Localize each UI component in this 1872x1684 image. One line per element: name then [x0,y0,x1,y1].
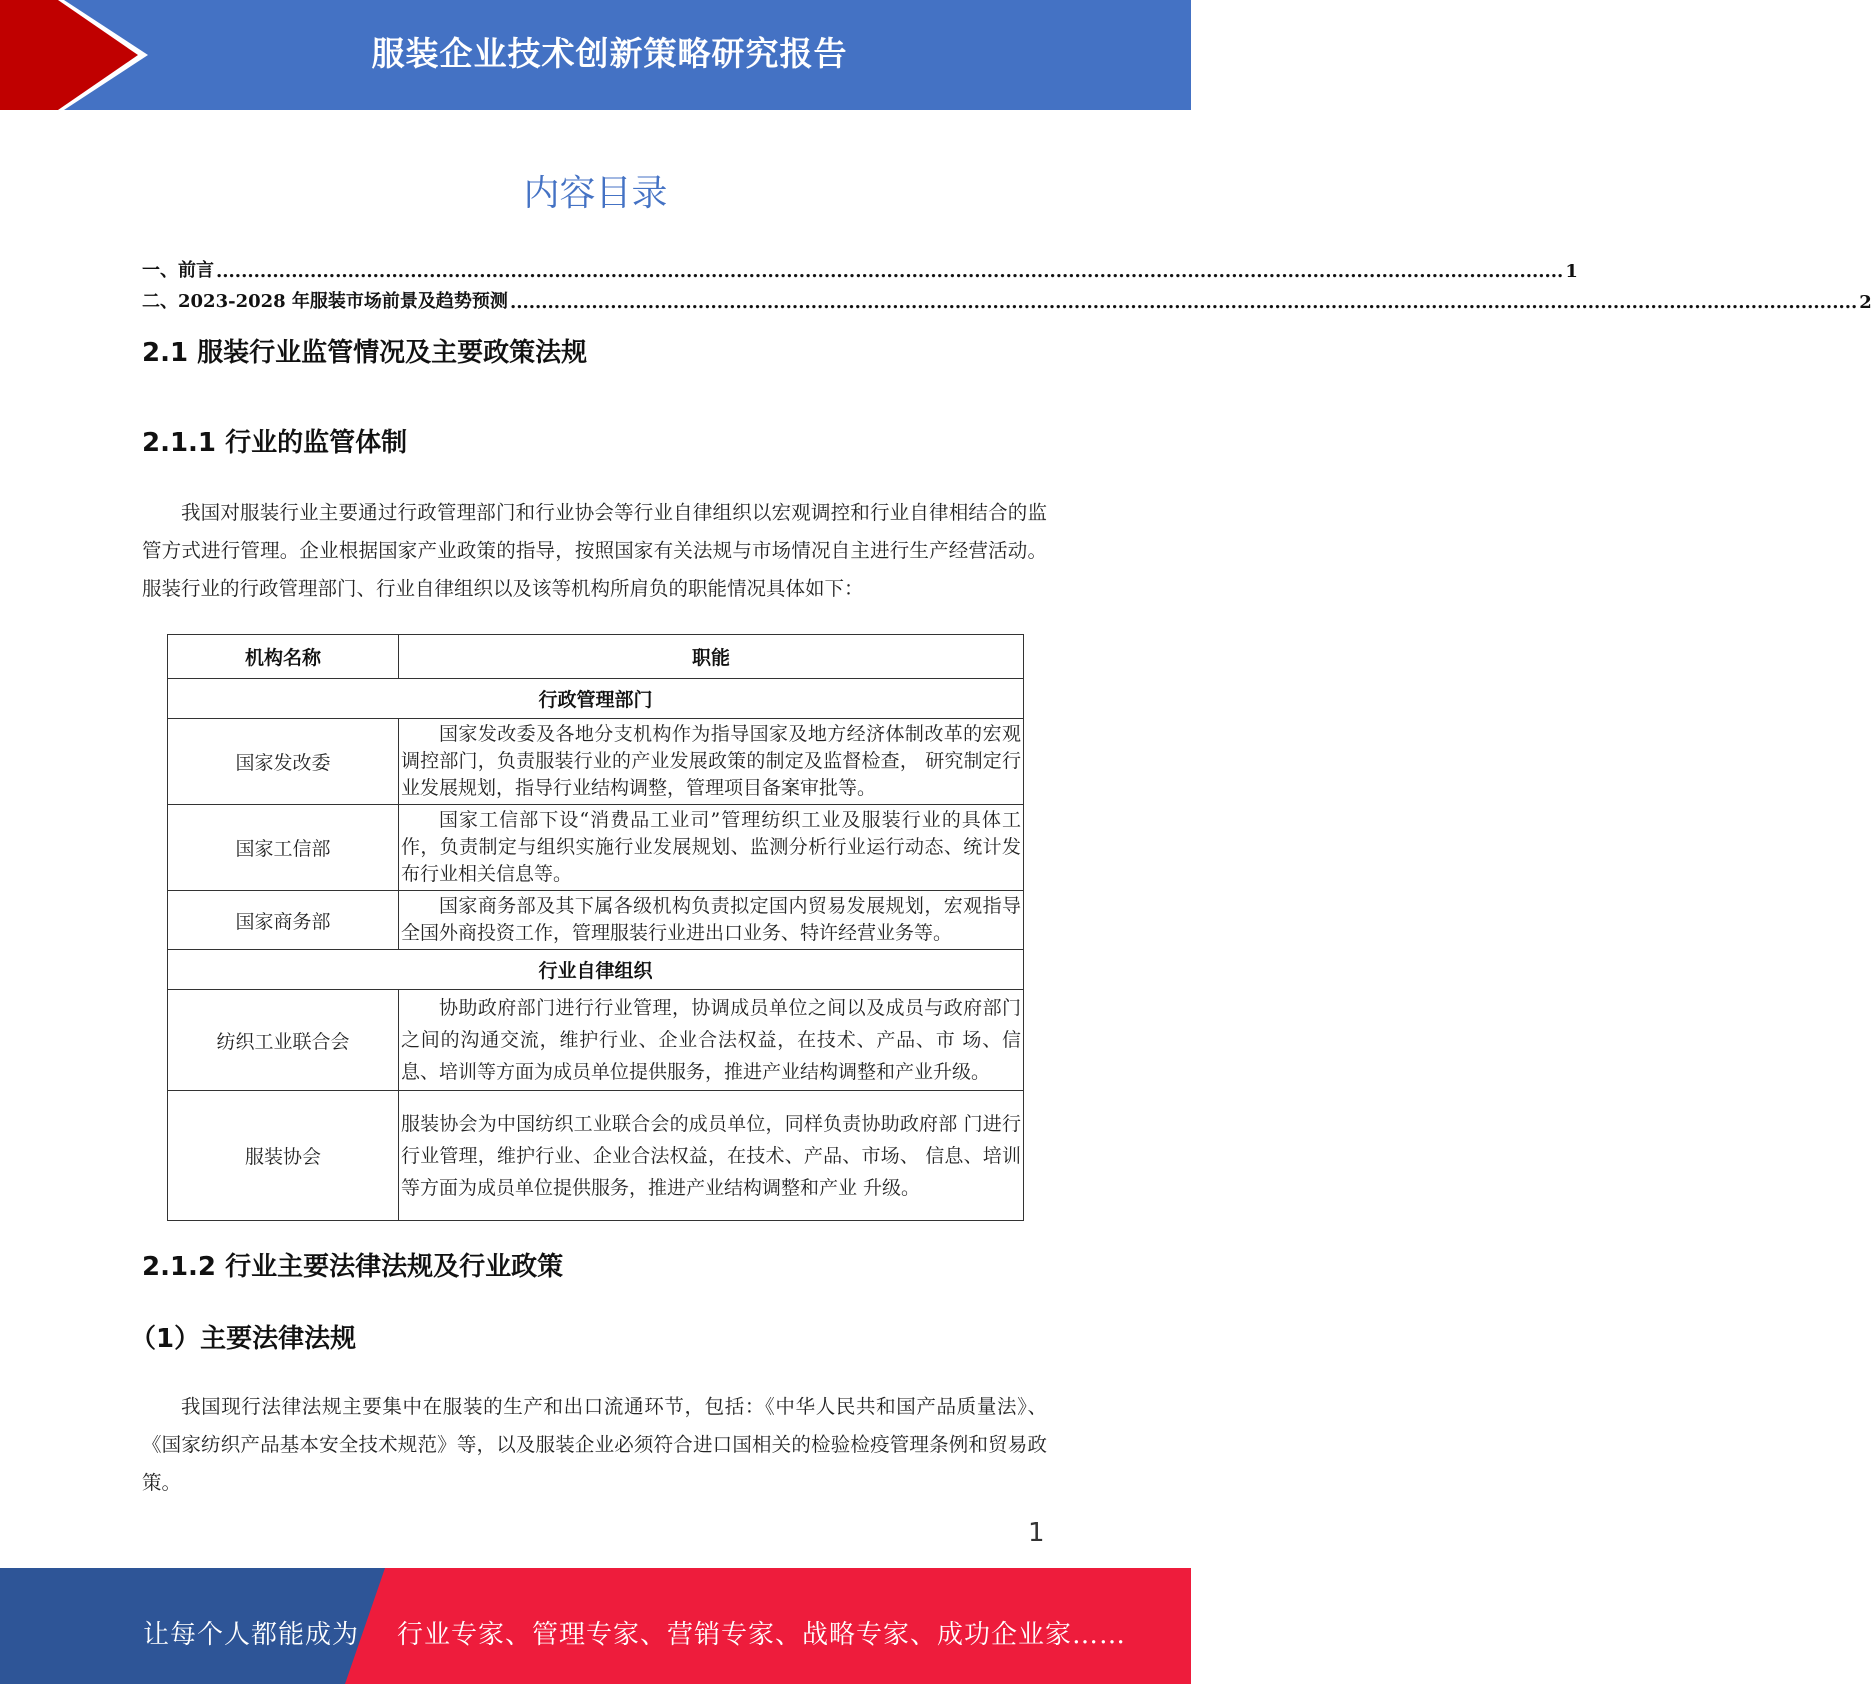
footer-slogan-right: 行业专家、管理专家、营销专家、战略专家、成功企业家…… [397,1620,1127,1650]
column-header-duty: 职能 [399,635,1024,679]
page-number: 1 [1028,1518,1045,1548]
org-name: 纺织工业联合会 [168,990,399,1091]
table-row [168,1091,1024,1221]
table-row [168,805,1024,891]
table-header-row [168,635,1024,679]
toc-item-preface[interactable] [142,254,1578,282]
org-name: 国家发改委 [168,719,399,805]
org-duty: 国家商务部及其下属各级机构负责拟定国内贸易发展规划，宏观指导全国外商投资工作，管理服装行业进出口业务、特许经营业务等。 [399,891,1024,950]
toc-leader-dots: ....................................................................................................................................................................................................................... [509,292,1858,313]
footer-slogan-left: 让每个人都能成为 [143,1620,360,1650]
table-row [168,891,1024,950]
page-footer [0,1568,1191,1684]
org-duty: 协助政府部门进行行业管理，协调成员单位之间以及成员与政府部门之间的沟通交流，维护行业、企业合法权益，在技术、产品、市 场、信息、培训等方面为成员单位提供服务，推进产业结构调整和产业升级。 [399,990,1024,1091]
org-duty: 国家工信部下设“消费品工业司”管理纺织工业及服装行业的具体工作，负责制定与组织实施行业发展规划、监测分析行业运行动态、统计发布行业相关信息等。 [399,805,1024,891]
org-name: 国家商务部 [168,891,399,950]
regulatory-bodies-table [167,634,1024,1221]
toc-item-forecast[interactable] [142,285,1872,313]
toc-leader-dots: ....................................................................................................................................................................................................................... [216,261,1564,282]
group-label-admin: 行政管理部门 [168,679,1024,719]
toc-item-label: 一、前言 [142,260,214,281]
table-group-row [168,950,1024,990]
org-duty: 国家发改委及各地分支机构作为指导国家及地方经济体制改革的宏观调控部门，负责服装行业的产业发展政策的制定及监督检查， 研究制定行业发展规划，指导行业结构调整，管理项目备案审批等。 [399,719,1024,805]
section-heading-2-1-2: 2.1.2 行业主要法律法规及行业政策 [142,1252,564,1282]
table-group-row [168,679,1024,719]
column-header-name: 机构名称 [168,635,399,679]
page-header [0,0,1191,110]
group-label-self-regulatory: 行业自律组织 [168,950,1024,990]
toc-item-label: 二、2023-2028 年服装市场前景及趋势预测 [142,291,508,312]
section-heading-2-1-1: 2.1.1 行业的监管体制 [142,428,408,458]
org-duty: 服装协会为中国纺织工业联合会的成员单位，同样负责协助政府部 门进行行业管理，维护行业、企业合法权益，在技术、产品、市场、 信息、培训等方面为成员单位提供服务，推进产业结构调整和产业 升级。 [399,1091,1024,1221]
paragraph-regulatory-system: 我国对服装行业主要通过行政管理部门和行业协会等行业自律组织以宏观调控和行业自律相结合的监管方式进行管理。企业根据国家产业政策的指导，按照国家有关法规与市场情况自主进行生产经营活动。服装行业的行政管理部门、行业自律组织以及该等机构所肩负的职能情况具体如下： [142,501,1047,600]
toc-item-page: 2 [1859,292,1872,313]
section-heading-2-1: 2.1 服装行业监管情况及主要政策法规 [142,338,588,368]
toc-item-page: 1 [1565,261,1578,282]
paragraph-laws: 我国现行法律法规主要集中在服装的生产和出口流通环节，包括：《中华人民共和国产品质量法》、《国家纺织产品基本安全技术规范》等，以及服装企业必须符合进口国相关的检验检疫管理条例和贸易政策。 [142,1395,1047,1494]
subsection-heading-laws: （1）主要法律法规 [130,1324,357,1354]
toc-title: 内容目录 [523,173,668,214]
report-title: 服装企业技术创新策略研究报告 [371,34,848,73]
table-row [168,719,1024,805]
org-name: 服装协会 [168,1091,399,1221]
table-row [168,990,1024,1091]
org-name: 国家工信部 [168,805,399,891]
